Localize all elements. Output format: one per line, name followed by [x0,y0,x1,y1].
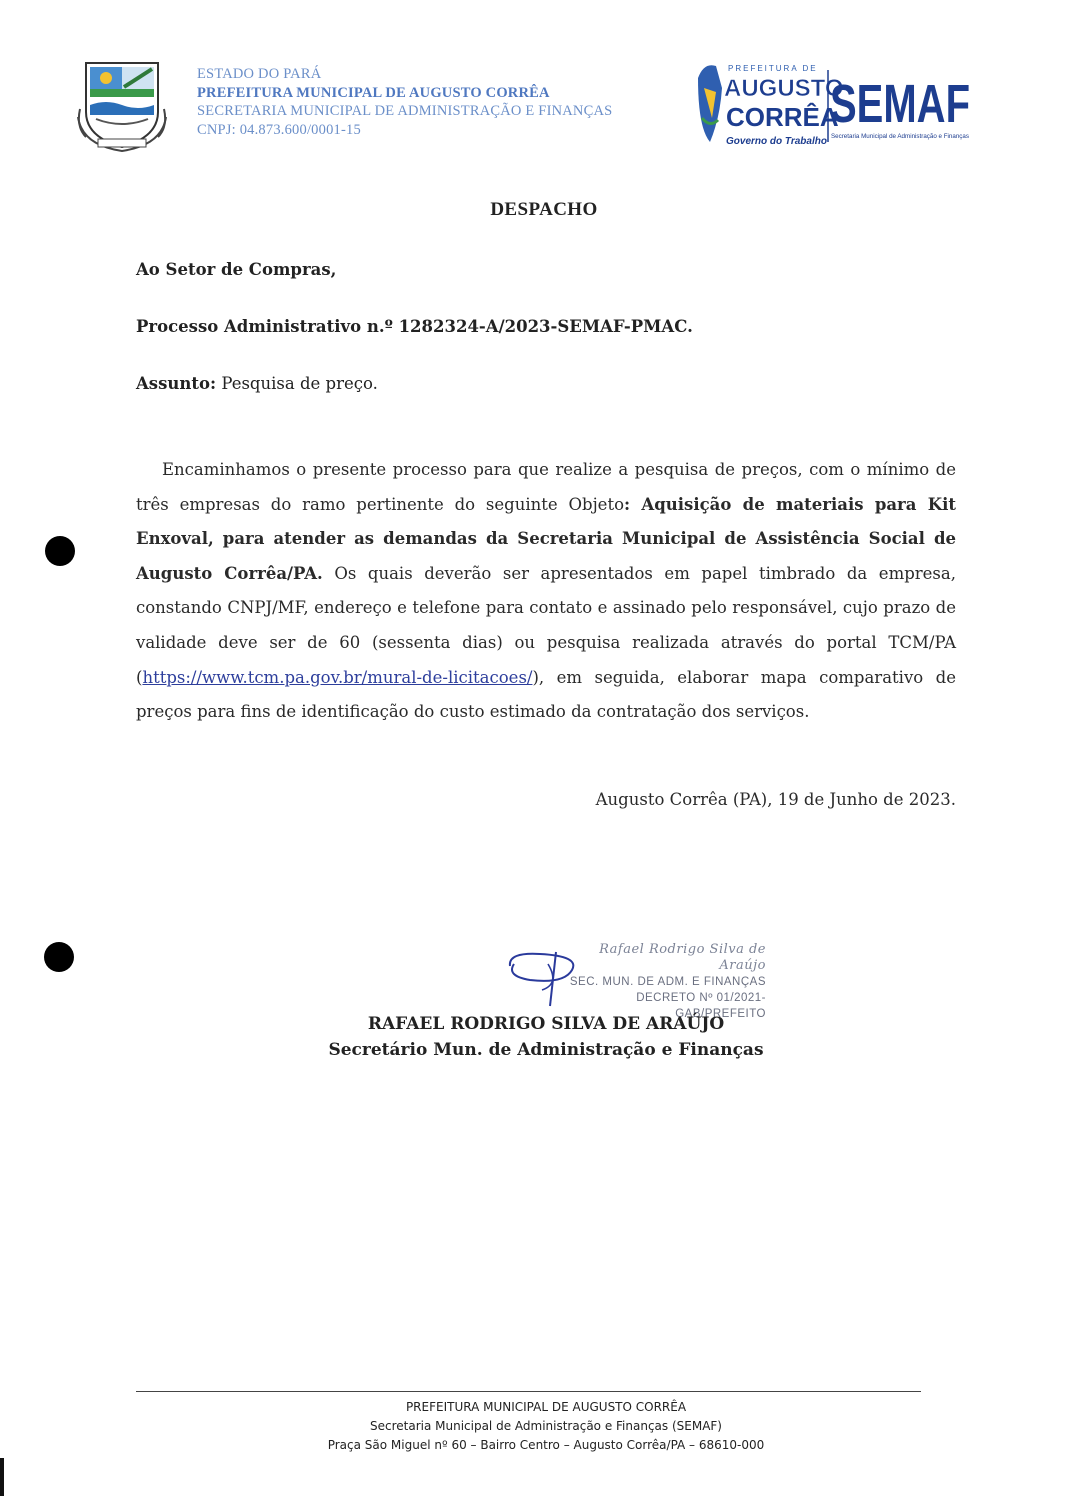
document-title: DESPACHO [490,199,598,220]
process-line [136,317,693,336]
signer-block [0,1011,1092,1063]
paragraph-closing: ), em seguida, elaborar mapa comparativo de preços para fins de identificação do custo estimado da contratação dos serviços. [136,667,956,722]
scan-edge-mark [0,1458,4,1496]
signer-name: RAFAEL RODRIGO SILVA DE ARAÚJO [367,1014,725,1034]
paragraph-intro: Encaminhamos o presente processo para que realize a pesquisa de preços, com o mínimo de três empresas do ramo pertinente do seguinte Objeto [136,460,956,514]
punch-hole-bottom [44,942,74,972]
header-state: ESTADO DO PARÁ [197,66,322,82]
header-secretariat: SECRETARIA MUNICIPAL DE ADMINISTRAÇÃO E FINANÇAS [197,103,613,119]
official-stamp [556,942,766,1022]
semaf-wordmark: SEMAF [830,74,970,134]
body-paragraph [136,453,956,730]
footer-secretariat: Secretaria Municipal de Administração e Finanças (SEMAF) [369,1419,722,1433]
stamp-decree: DECRETO Nº 01/2021-GAB/PREFEITO [636,992,766,1020]
tcm-portal-link[interactable]: https://www.tcm.pa.gov.br/mural-de-licitacoes/ [142,667,533,687]
recipient-text: Ao Setor de Compras, [136,260,337,279]
semaf-subtitle: Secretaria Municipal de Administração e Finanças [831,133,969,140]
signer-role: Secretário Mun. de Administração e Finanças [328,1040,764,1060]
paragraph-object: : Aquisição de materiais para Kit Enxoval, para atender as demandas da Secretaria Municipal de Assistência Social de Augusto Corrêa/PA. [136,494,956,583]
augusto-correa-logo-icon [694,58,844,150]
footer [0,1398,1092,1455]
logo-augusto: AUGUSTO [724,75,844,102]
logo-prefeitura-de: PREFEITURA DE [728,64,818,73]
process-number: Processo Administrativo n.º 1282324-A/2023-SEMAF-PMAC. [136,317,693,336]
stamp-role: SEC. MUN. DE ADM. E FINANÇAS [569,976,766,988]
municipal-coat-of-arms-icon [76,57,168,153]
stamp-name: Rafael Rodrigo Silva de Araújo [599,942,766,973]
punch-hole-top [45,536,75,566]
footer-divider [136,1391,921,1392]
letterhead-text [197,65,612,139]
header-prefecture: PREFEITURA MUNICIPAL DE AUGUSTO CORRÊA [197,84,550,101]
logo-correa: CORRÊA [726,102,839,132]
subject-line [136,374,378,393]
recipient-line [136,260,336,279]
logo-slogan: Governo do Trabalho [726,136,827,147]
header-cnpj: CNPJ: 04.873.600/0001-15 [197,121,361,138]
date-line: Augusto Corrêa (PA), 19 de Junho de 2023. [595,790,956,809]
subject-label: Assunto: [136,374,217,393]
subject-value: Pesquisa de preço. [216,374,378,393]
semaf-logo-icon [826,70,972,146]
footer-address: Praça São Miguel nº 60 – Bairro Centro – Augusto Corrêa/PA – 68610-000 [327,1438,765,1452]
footer-prefecture: PREFEITURA MUNICIPAL DE AUGUSTO CORRÊA [405,1400,687,1414]
paragraph-conditions: Os quais deverão ser apresentados em papel timbrado da empresa, constando CNPJ/MF, endereço e telefone para contato e assinado pelo responsável, cujo prazo de validade deve ser de 60 (sessenta dias) ou pesquisa realizada através do portal TCM/PA ( [136,563,956,687]
